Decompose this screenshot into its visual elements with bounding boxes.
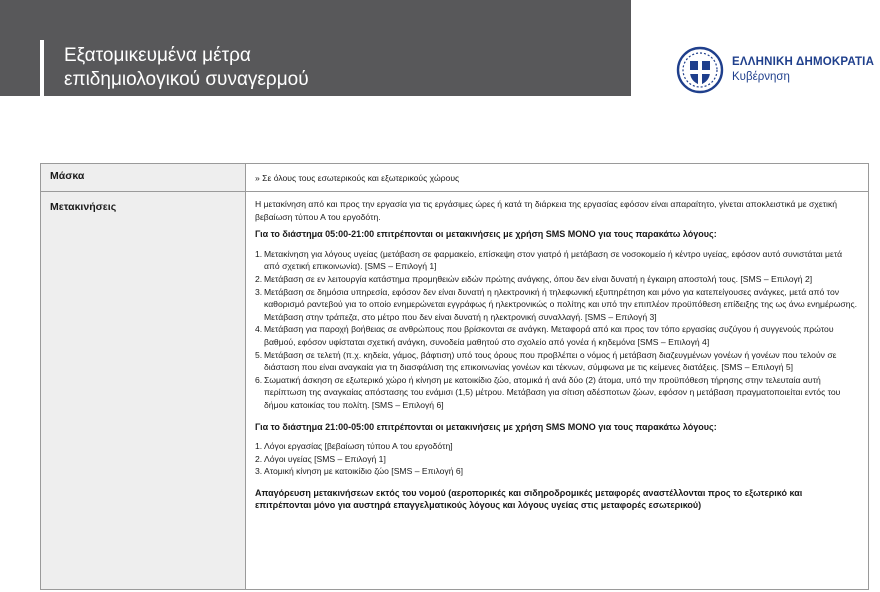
day-reasons-list <box>255 248 859 412</box>
mask-label: Μάσκα <box>41 164 246 192</box>
night-heading: Για το διάστημα 21:00-05:00 επιτρέπονται οι μετακινήσεις με χρήση SMS ΜΟΝΟ για τους παρακάτω λόγους: <box>255 421 717 432</box>
page-title <box>64 44 309 92</box>
header-accent-bar <box>40 40 44 96</box>
list-item-text: Μετάβαση για παροχή βοήθειας σε ανθρώπους που βρίσκονται σε ανάγκη. Μεταφορά από και προς τον τόπο εργασίας συζύγου ή συγγενούς πρώτου βαθμού, εφόσον υφίσταται σχετική ανάγκη, συνοδεία μαθητού στο σχολείο από γονέα ή κηδεμόνα [SMS – Επιλογή 4] <box>264 324 834 347</box>
government-subtitle: Κυβέρνηση <box>732 71 790 83</box>
list-item <box>255 453 859 466</box>
mask-value <box>246 164 868 192</box>
night-reasons-list <box>255 440 859 478</box>
measures-table <box>40 163 869 590</box>
list-item-text: Ατομική κίνηση με κατοικίδιο ζώο [SMS – Επιλογή 6] <box>264 466 464 477</box>
travel-ban-notice: Απαγόρευση μετακινήσεων εκτός του νομού (αεροπορικές και σιδηροδρομικές μεταφορές αναστέλλονται προς το εξωτερικό και επιτρέπονται μόνο για αυστηρά επαγγελματικούς λόγους και λόγους υγείας στις μεταφορές εσωτερικού) <box>255 487 803 511</box>
list-item-number: 2. <box>255 273 263 284</box>
list-item <box>255 286 859 324</box>
list-item-number: 1. <box>255 248 263 259</box>
list-item <box>255 374 859 412</box>
list-item-text: Λόγοι εργασίας [βεβαίωση τύπου Α του εργοδότη] <box>264 441 453 452</box>
list-item <box>255 248 859 273</box>
list-item-number: 4. <box>255 324 263 335</box>
page-title-line-2: επιδημιολογικού συναγερμού <box>64 69 309 90</box>
list-item-text: Μετάβαση σε εν λειτουργία κατάστημα προμηθειών ειδών πρώτης ανάγκης, όπου δεν είναι δυνατή η έγκαιρη αποστολή τους. [SMS – Επιλογή 2] <box>264 273 813 284</box>
list-item <box>255 465 859 478</box>
list-item-number: 6. <box>255 374 263 385</box>
list-item-text: Σωματική άσκηση σε εξωτερικό χώρο ή κίνηση με κατοικίδιο ζώο, ατομικά ή ανά δύο (2) άτομα, υπό την προϋπόθεση τήρησης στην τελευταία αυτή περίπτωση της αναγκαίας απόστασης του ενάμισι (1,5) μέτρου. Μετάβαση για σίτιση αδέσποτων ζώων, εφόσον η μετάβαση πραγματοποιείται εντός του δήμου κατοικίας του πολίτη. [SMS – Επιλογή 6] <box>264 374 841 410</box>
list-item-number: 1. <box>255 441 263 452</box>
list-item <box>255 323 859 348</box>
mask-text: » Σε όλους τους εσωτερικούς και εξωτερικούς χώρους <box>255 173 460 183</box>
list-item-text: Μετάβαση σε δημόσια υπηρεσία, εφόσον δεν είναι δυνατή η ηλεκτρονική ή τηλεφωνική εξυπηρέτηση και μόνο για κατεπείγουσες ανάγκες, μετά από τον καθορισμό ραντεβού για το οποίο ενημερώνεται εγγράφως ή ηλεκτρονικώς ο πολίτης και υπό την επιπλέον προϋπόθεση επίδειξης της ως άνω ενημέρωσης. Μετάβαση στην τράπεζα, στο μέτρο που δεν είναι δυνατή η ηλεκτρονική συναλλαγή. [SMS – Επιλογή 3] <box>264 286 858 322</box>
list-item <box>255 273 859 286</box>
movements-intro: Η μετακίνηση από και προς την εργασία για τις εργάσιμες ώρες ή κατά τη διάρκεια της εργασίας εφόσον είναι απαραίτητο, γίνεται αποκλειστικά με σχετική βεβαίωση τύπου Α του εργοδότη. <box>255 199 838 222</box>
list-item-number: 3. <box>255 286 263 297</box>
day-heading: Για το διάστημα 05:00-21:00 επιτρέπονται οι μετακινήσεις με χρήση SMS ΜΟΝΟ για τους παρακάτω λόγους: <box>255 229 717 240</box>
hellenic-republic-emblem-icon <box>676 46 724 94</box>
government-name: ΕΛΛΗΝΙΚΗ ΔΗΜΟΚΡΑΤΙΑ <box>732 56 875 68</box>
list-item <box>255 440 859 453</box>
list-item-number: 2. <box>255 453 263 464</box>
list-item-text: Μετάβαση σε τελετή (π.χ. κηδεία, γάμος, βάφτιση) υπό τους όρους που προβλέπει ο νόμος ή μετάβαση διαζευγμένων γονέων ή γονέων που τελούν σε διάσταση που είναι αναγκαία για τη διασφάλιση της επικοινωνίας γονέων και τέκνων, σύμφωνα με τις κείμενες διατάξεις. [SMS – Επιλογή 5] <box>264 349 837 373</box>
list-item-text: Μετακίνηση για λόγους υγείας (μετάβαση σε φαρμακείο, επίσκεψη στον γιατρό ή μετάβαση σε νοσοκομείο ή κέντρο υγείας, εφόσον αυτό συνιστάται μετά από σχετική επικοινωνία). [SMS – Επιλογή 1] <box>264 248 843 272</box>
list-item-text: Λόγοι υγείας [SMS – Επιλογή 1] <box>264 453 386 464</box>
page-title-line-1: Εξατομικευμένα μέτρα <box>64 45 251 66</box>
list-item-number: 5. <box>255 349 263 360</box>
movements-label: Μετακινήσεις <box>41 192 246 589</box>
movements-value <box>246 192 868 589</box>
list-item <box>255 349 859 374</box>
header-banner <box>0 0 631 96</box>
list-item-number: 3. <box>255 466 263 477</box>
